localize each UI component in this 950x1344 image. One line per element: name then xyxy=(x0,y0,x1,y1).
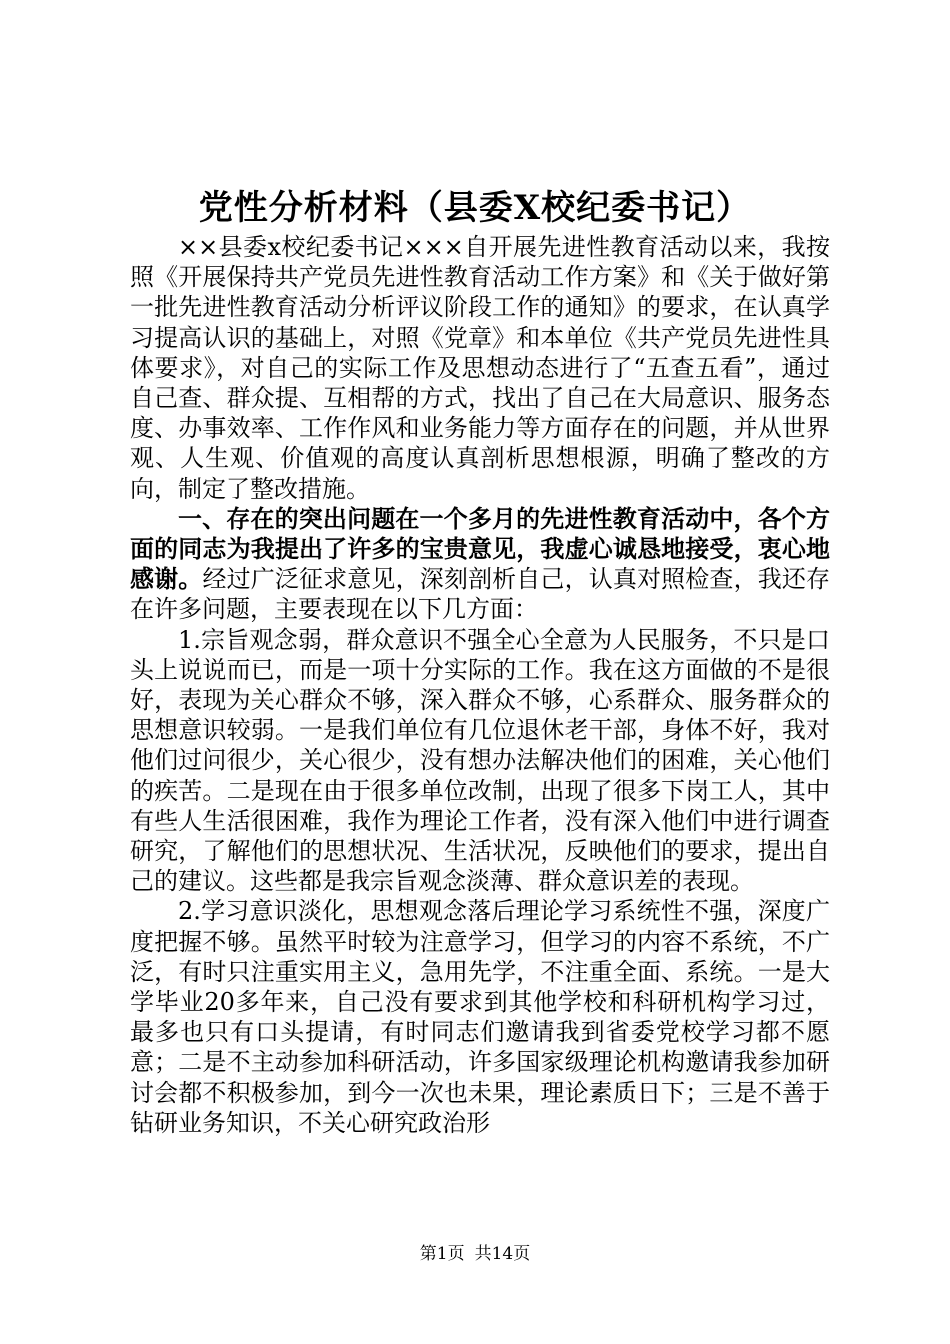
paragraph-item-1 xyxy=(130,625,830,897)
paragraph-item-2 xyxy=(130,896,830,1138)
document-title: 党性分析材料（县委X校纪委书记） xyxy=(198,188,752,228)
page-total: 共14页 xyxy=(474,1244,531,1264)
document-body xyxy=(130,232,830,1138)
paragraph-text: ××县委x校纪委书记×××自开展先进性教育活动以来，我按照《开展保持共产党员先进性教育活动工作方案》和《关于做好第一批先进性教育活动分析评议阶段工作的通知》的要求，在认真学习提高认识的基础上，对照《党章》和本单位《共产党员先进性具体要求》，对自己的实际工作及思想动态进行了“五查五看”，通过自己查、群众提、互相帮的方式，找出了自己在大局意识、服务态度、办事效率、工作作风和业务能力等方面存在的问题，并从世界观、人生观、价值观的高度认真剖析思想根源，明确了整改的方向，制定了整改措施。 xyxy=(130,233,830,503)
page-number: 第1页 xyxy=(419,1244,465,1264)
page-footer xyxy=(0,1243,950,1265)
paragraph-text: 2.学习意识淡化，思想观念落后理论学习系统性不强，深度广度把握不够。虽然平时较为注意学习，但学习的内容不系统，不广泛，有时只注重实用主义，急用先学，不注重全面、系统。一是大学毕业20多年来，自己没有要求到其他学校和科研机构学习过，最多也只有口头提请，有时同志们邀请我到省委党校学习都不愿意；二是不主动参加科研活动，许多国家级理论机构邀请我参加研讨会都不积极参加，到今一次也未果，理论素质日下；三是不善于钻研业务知识，不关心研究政治形 xyxy=(130,897,830,1137)
paragraph-section-one xyxy=(130,504,830,625)
section-heading: 一、存在的突出问题在一个多月的先进性教育活动中，各个方面的同志为我提出了许多的宝贵意见，我虚心诚恳地接受，衷心地感谢。 xyxy=(130,504,830,594)
paragraph-intro xyxy=(130,232,830,504)
paragraph-text: 经过广泛征求意见，深刻剖析自己，认真对照检查，我还存在许多问题，主要表现在以下几方面： xyxy=(130,565,831,624)
paragraph-text: 1.宗旨观念弱，群众意识不强全心全意为人民服务，不只是口头上说说而已，而是一项十分实际的工作。我在这方面做的不是很好，表现为关心群众不够，深入群众不够，心系群众、服务群众的思想意识较弱。一是我们单位有几位退休老干部，身体不好，我对他们过问很少，关心很少，没有想办法解决他们的困难，关心他们的疾苦。二是现在由于很多单位改制，出现了很多下岗工人，其中有些人生活很困难，我作为理论工作者，没有深入他们中进行调查研究，了解他们的思想状况、生活状况，反映他们的要求，提出自己的建议。这些都是我宗旨观念淡薄、群众意识差的表现。 xyxy=(130,625,830,896)
